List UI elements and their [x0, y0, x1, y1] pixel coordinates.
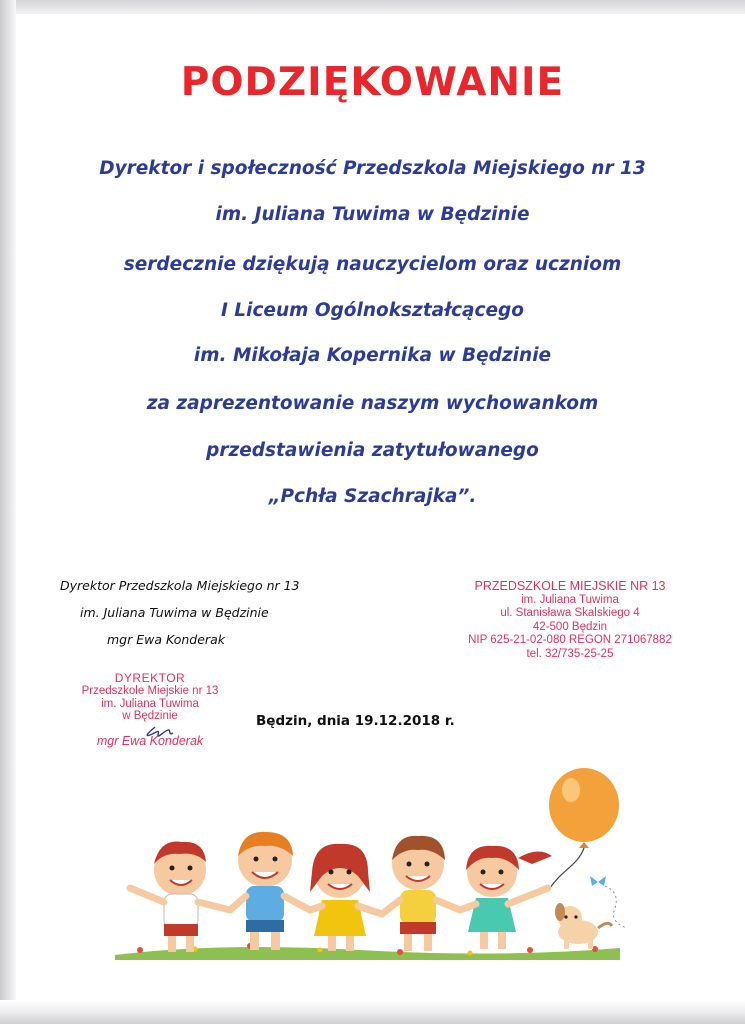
body-line-8: „Pchła Szachrajka”. — [268, 486, 477, 507]
butterfly-icon — [590, 876, 627, 928]
body-line-7: przedstawienia zatytułowanego — [206, 440, 539, 461]
puppy-icon — [555, 903, 612, 949]
director-stamp — [70, 672, 230, 748]
scan-edge-top — [0, 0, 745, 14]
child-5 — [460, 846, 552, 949]
stamp-name: PRZEDSZKOLE MIEJSKIE NR 13 — [474, 579, 666, 593]
body-line-3: serdecznie dziękują nauczycielom oraz uczniom — [123, 254, 622, 275]
children-holding-hands-illustration — [100, 760, 640, 975]
director-stamp-line2: im. Juliana Tuwima — [101, 697, 199, 710]
signature-line-1: Dyrektor Przedszkola Miejskiego nr 13 — [60, 578, 300, 593]
body-line-6: za zaprezentowanie naszym wychowankom — [146, 393, 599, 414]
document-title: PODZIĘKOWANIE — [180, 60, 565, 105]
body-line-2: im. Juliana Tuwima w Będzinie — [215, 204, 530, 225]
scan-edge-bottom — [0, 1000, 745, 1024]
director-stamp-line3: w Będzinie — [122, 710, 178, 722]
director-stamp-name: mgr Ewa Konderak — [96, 733, 204, 748]
child-2 — [230, 832, 310, 950]
signature-line-3: mgr Ewa Konderak — [107, 632, 225, 647]
child-4 — [382, 836, 460, 951]
stamp-ids: NIP 625-21-02-080 REGON 271067882 — [468, 634, 672, 647]
stamp-patron: im. Juliana Tuwima — [521, 593, 619, 606]
child-3 — [310, 844, 382, 951]
director-stamp-title: DYREKTOR — [114, 671, 186, 685]
institution-stamp — [450, 580, 690, 662]
stamp-phone: tel. 32/735-25-25 — [526, 647, 614, 660]
orange-balloon-icon — [549, 768, 619, 888]
director-stamp-line1: Przedszkole Miejskie nr 13 — [81, 685, 219, 697]
stamp-postal: 42-500 Będzin — [532, 620, 608, 633]
body-line-4: I Liceum Ogólnokształcącego — [220, 300, 525, 321]
signature-line-2: im. Juliana Tuwima w Będzinie — [80, 605, 269, 620]
body-line-5: im. Mikołaja Kopernika w Będzinie — [193, 345, 552, 366]
body-line-1: Dyrektor i społeczność Przedszkola Miejskiego nr 13 — [99, 158, 646, 179]
stamp-street: ul. Stanisława Skalskiego 4 — [500, 607, 640, 620]
child-1 — [130, 841, 230, 952]
scan-edge-left — [0, 0, 16, 1024]
date-line: Będzin, dnia 19.12.2018 r. — [256, 713, 455, 729]
